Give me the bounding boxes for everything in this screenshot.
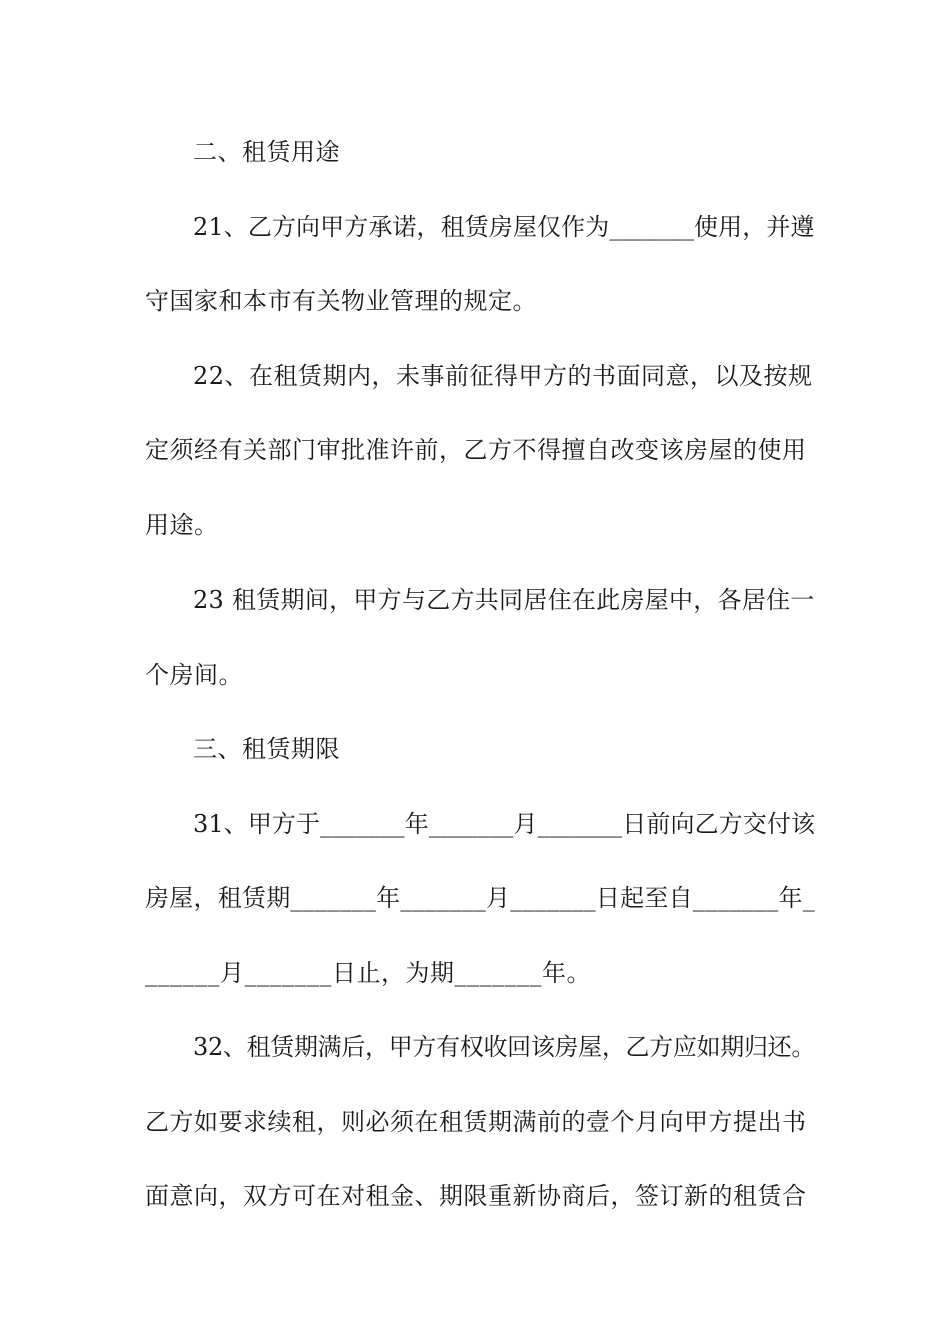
- clause-32-line-2: 乙方如要求续租，则必须在租赁期满前的壹个月向甲方提出书: [145, 1108, 807, 1136]
- clause-21-line-1: 21、乙方向甲方承诺，租赁房屋仅作为_______使用，并遵: [193, 213, 815, 241]
- section-heading-lease-purpose: 二、租赁用途: [193, 138, 340, 166]
- clause-23-line-1: 23 租赁期间，甲方与乙方共同居住在此房屋中，各居住一: [193, 586, 815, 614]
- clause-32-line-1: 32、租赁期满后，甲方有权收回该房屋，乙方应如期归还。: [193, 1033, 816, 1061]
- clause-31-line-1: 31、甲方于_______年_______月_______日前向乙方交付该: [193, 810, 816, 838]
- clause-31-line-2: 房屋，租赁期_______年_______月_______日起至自_______年_: [145, 884, 815, 912]
- section-heading-lease-term: 三、租赁期限: [193, 735, 340, 763]
- clause-22-line-2: 定须经有关部门审批准许前，乙方不得擅自改变该房屋的使用: [145, 436, 807, 464]
- clause-22-line-3: 用途。: [145, 511, 219, 539]
- clause-23-line-2: 个房间。: [145, 661, 243, 689]
- clause-22-line-1: 22、在租赁期内，未事前征得甲方的书面同意，以及按规: [193, 362, 813, 390]
- clause-32-line-3: 面意向，双方可在对租金、期限重新协商后，签订新的租赁合: [145, 1182, 807, 1210]
- clause-21-line-2: 守国家和本市有关物业管理的规定。: [145, 287, 537, 315]
- clause-31-line-3: ______月_______日止，为期_______年。: [145, 959, 591, 987]
